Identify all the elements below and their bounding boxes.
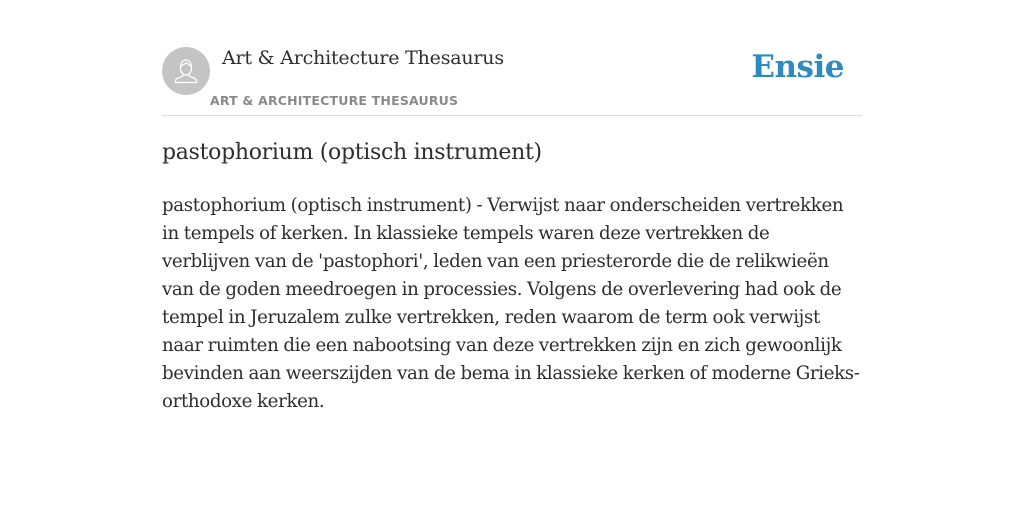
user-avatar-icon[interactable] [162,47,210,95]
brand-logo[interactable]: Ensie [751,49,844,85]
source-header [162,40,862,116]
article-body: pastophorium (optisch instrument) - Verwijst naar onderscheiden vertrekken in tempels of kerken. In klassieke tempels waren deze vertrekken de verblijven van de 'pastophori', leden van een priesterorde die de relikwieën van de goden meedroegen in processies. Volgens de overlevering had ook de tempel in Jeruzalem zulke vertrekken, reden waarom de term ook verwijst naar ruimten die een nabootsing van deze vertrekken zijn en zich gewoonlijk bevinden aan weerszijden van de bema in klassieke kerken of moderne Grieks-orthodoxe kerken. [162,195,860,412]
source-name[interactable]: Art & Architecture Thesaurus [222,47,504,69]
article-card [162,40,862,412]
page-title: pastophorium (optisch instrument) [162,140,542,165]
source-tag[interactable]: ART & ARCHITECTURE THESAURUS [210,93,459,108]
